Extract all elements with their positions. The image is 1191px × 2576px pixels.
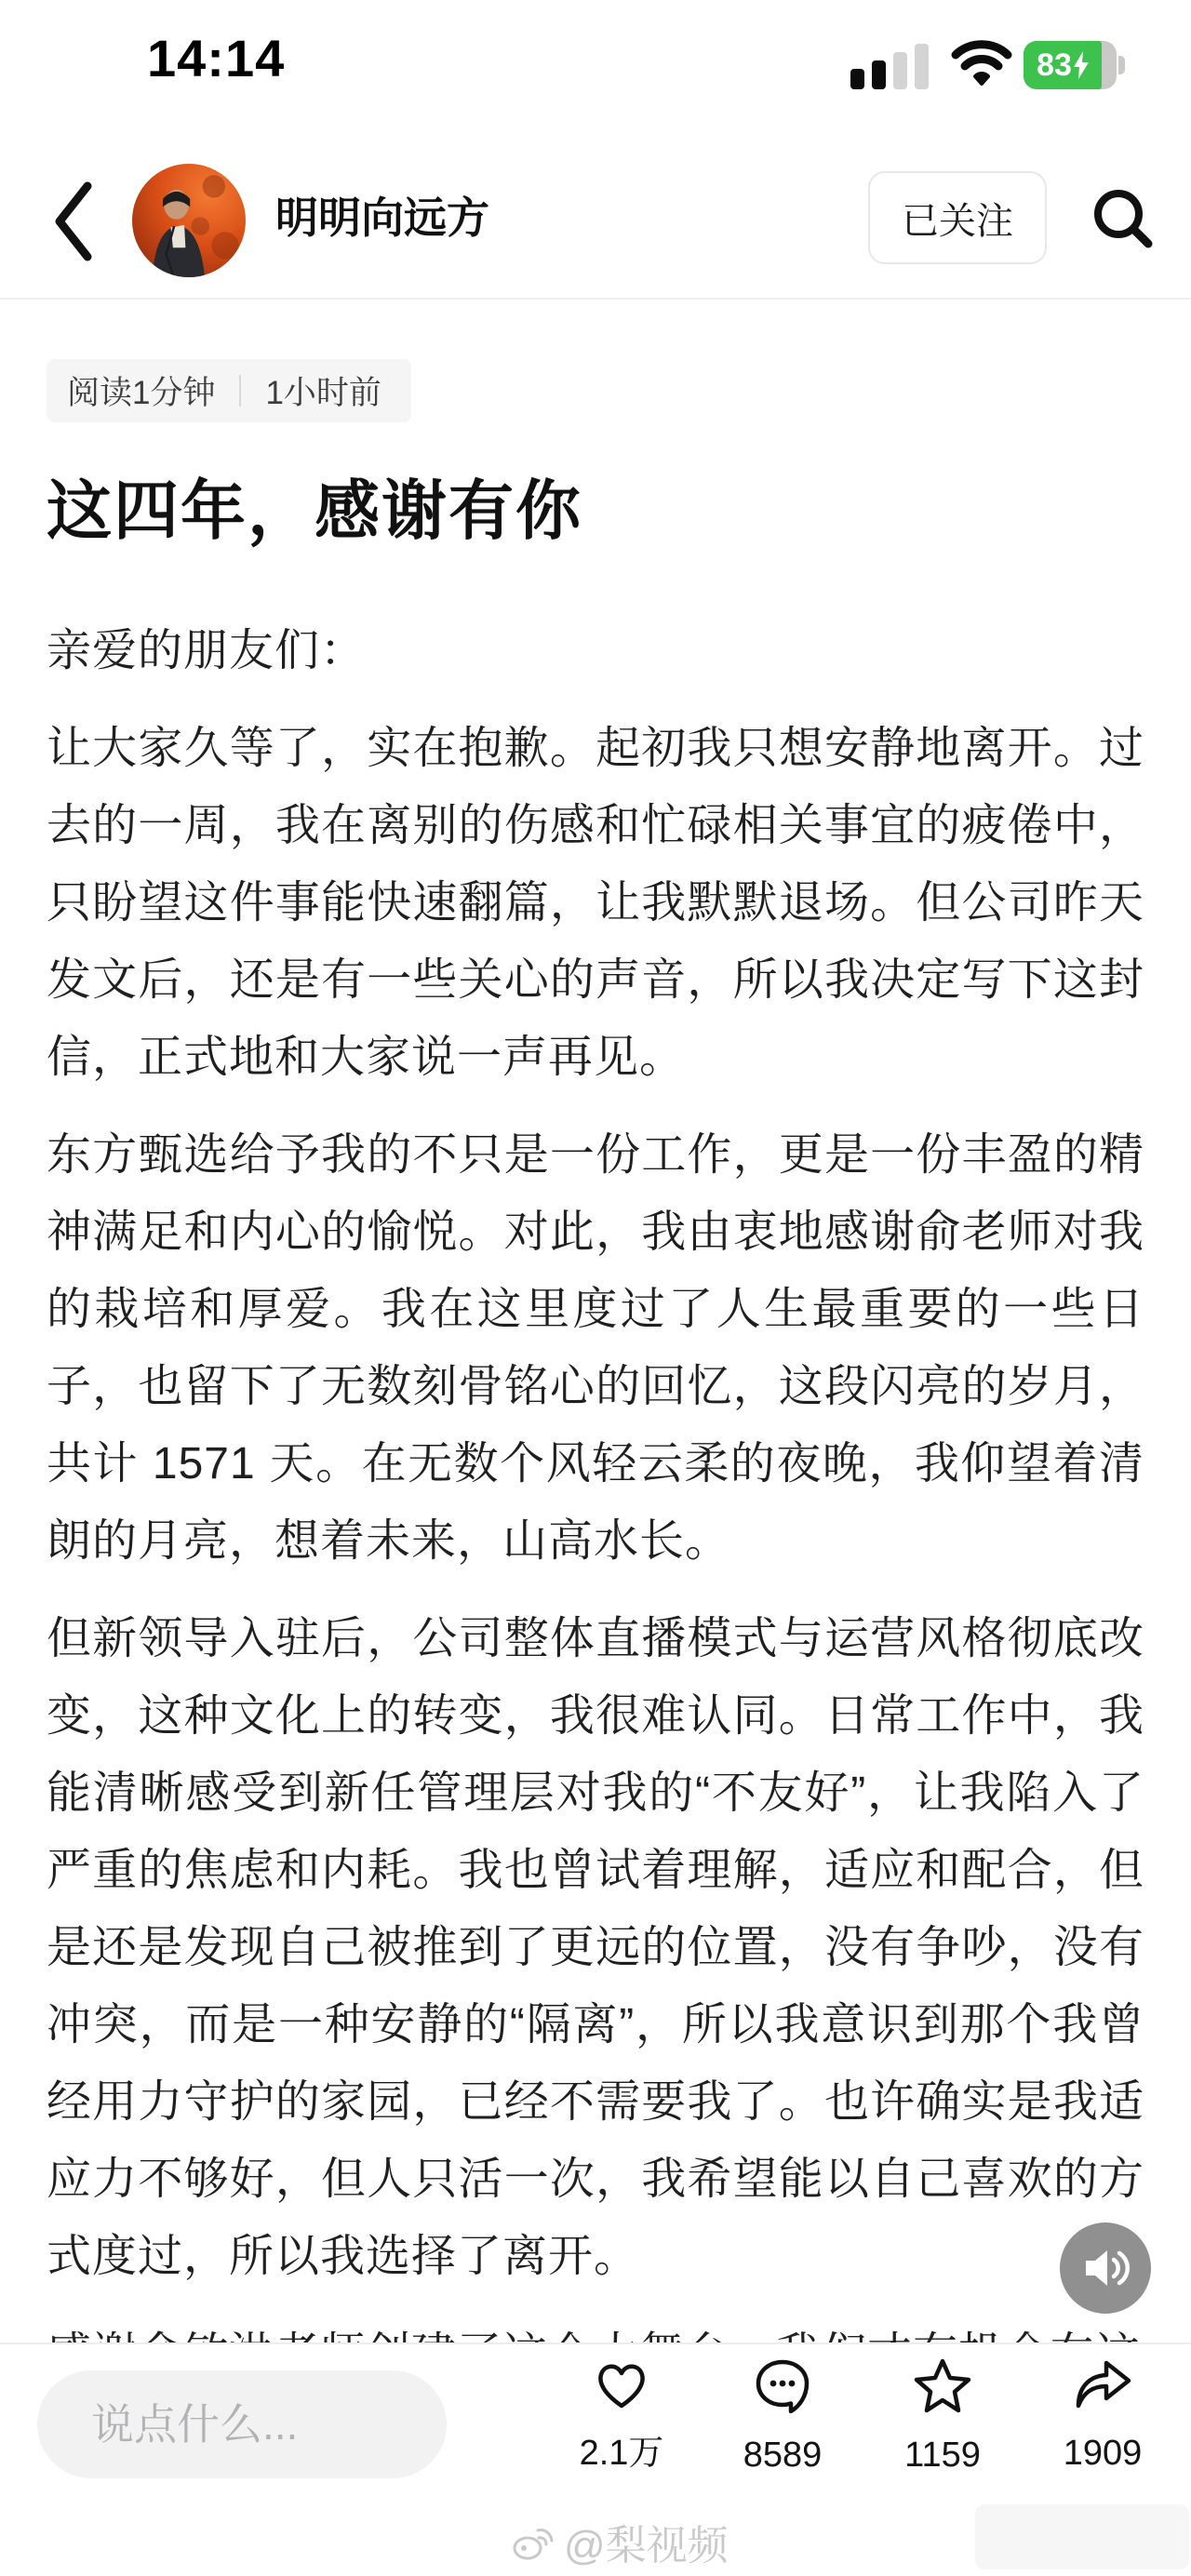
publish-time-label: 1小时前: [265, 375, 381, 411]
paragraph: 亲爱的朋友们：: [47, 626, 367, 675]
article-title: 这四年，感谢有你: [47, 474, 582, 547]
star-icon: [914, 2357, 971, 2413]
watermark-text: @梨视频: [564, 2523, 729, 2569]
post-header: [0, 140, 1191, 298]
speaker-icon: [1078, 2242, 1132, 2294]
battery-icon: [1024, 41, 1117, 89]
comment-input[interactable]: [37, 2370, 447, 2478]
comment-bubble-icon: [754, 2357, 811, 2413]
paragraph: 让大家久等了，实在抱歉。起初我只想安静地离开。过去的一周，我在离别的伤感和忙碌相关事宜的疲倦中，只盼望这件事能快速翻篇，让我默默退场。但公司昨天发文后，还是有一些关心的声音，所以我决定写下这封信，正式地和大家说一声再见。: [47, 724, 1144, 1082]
charging-bolt-icon: [1074, 51, 1089, 79]
audio-speaker-button[interactable]: [1060, 2222, 1151, 2314]
like-button[interactable]: [552, 2357, 691, 2471]
faint-watermark: [975, 2504, 1189, 2569]
avatar[interactable]: [132, 164, 246, 277]
share-arrow-icon: [1072, 2357, 1133, 2411]
favorite-count: 1159: [904, 2436, 981, 2475]
wifi-icon: [951, 39, 1012, 90]
cellular-signal-icon: [850, 41, 940, 89]
article-meta: [47, 359, 411, 422]
source-watermark: [510, 2512, 729, 2571]
search-button[interactable]: [1087, 182, 1158, 253]
comment-button[interactable]: [713, 2357, 852, 2473]
heart-icon: [593, 2357, 650, 2411]
read-time-label: 阅读1分钟: [67, 375, 216, 411]
battery-percent: 83: [1037, 47, 1072, 83]
weibo-logo-icon: [510, 2519, 555, 2564]
article: [47, 300, 1144, 2413]
favorite-button[interactable]: [873, 2357, 1012, 2473]
share-button[interactable]: [1033, 2357, 1172, 2471]
article-body: [47, 612, 1144, 2393]
followed-button[interactable]: 已关注: [868, 171, 1047, 264]
meta-separator: [239, 375, 241, 407]
paragraph: 但新领导入驻后，公司整体直播模式与运营风格彻底改变，这种文化上的转变，我很难认同。日常工作中，我能清晰感受到新任管理层对我的“不友好”，让我陷入了严重的焦虑和内耗。我也曾试着理解，适应和配合，但是还是发现自己被推到了更远的位置，没有争吵，没有冲突，而是一种安静的“隔离”，所以我意识到那个我曾经用力守护的家园，已经不需要我了。也许确实是我适应力不够好，但人只活一次，我希望能以自己喜欢的方式度过，所以我选择了离开。: [47, 1614, 1144, 2281]
user-name: 明明向远方: [275, 194, 489, 242]
share-count: 1909: [1063, 2434, 1143, 2473]
comment-count: 8589: [743, 2436, 823, 2475]
chevron-left-icon: [48, 177, 104, 266]
paragraph: 东方甄选给予我的不只是一份工作，更是一份丰盈的精神满足和内心的愉悦。对此，我由衷地感谢俞老师对我的栽培和厚爱。我在这里度过了人生最重要的一些日子，也留下了无数刻骨铭心的回忆，这段闪亮的岁月，共计 1571 天。在无数个风轻云柔的夜晚，我仰望着清朗的月亮，想着未来，山高水长。: [47, 1130, 1144, 1566]
back-button[interactable]: [48, 177, 104, 266]
search-icon: [1087, 182, 1158, 253]
like-count: 2.1万: [579, 2434, 664, 2473]
status-bar: [0, 0, 1191, 121]
clock: 14:14: [147, 29, 286, 87]
